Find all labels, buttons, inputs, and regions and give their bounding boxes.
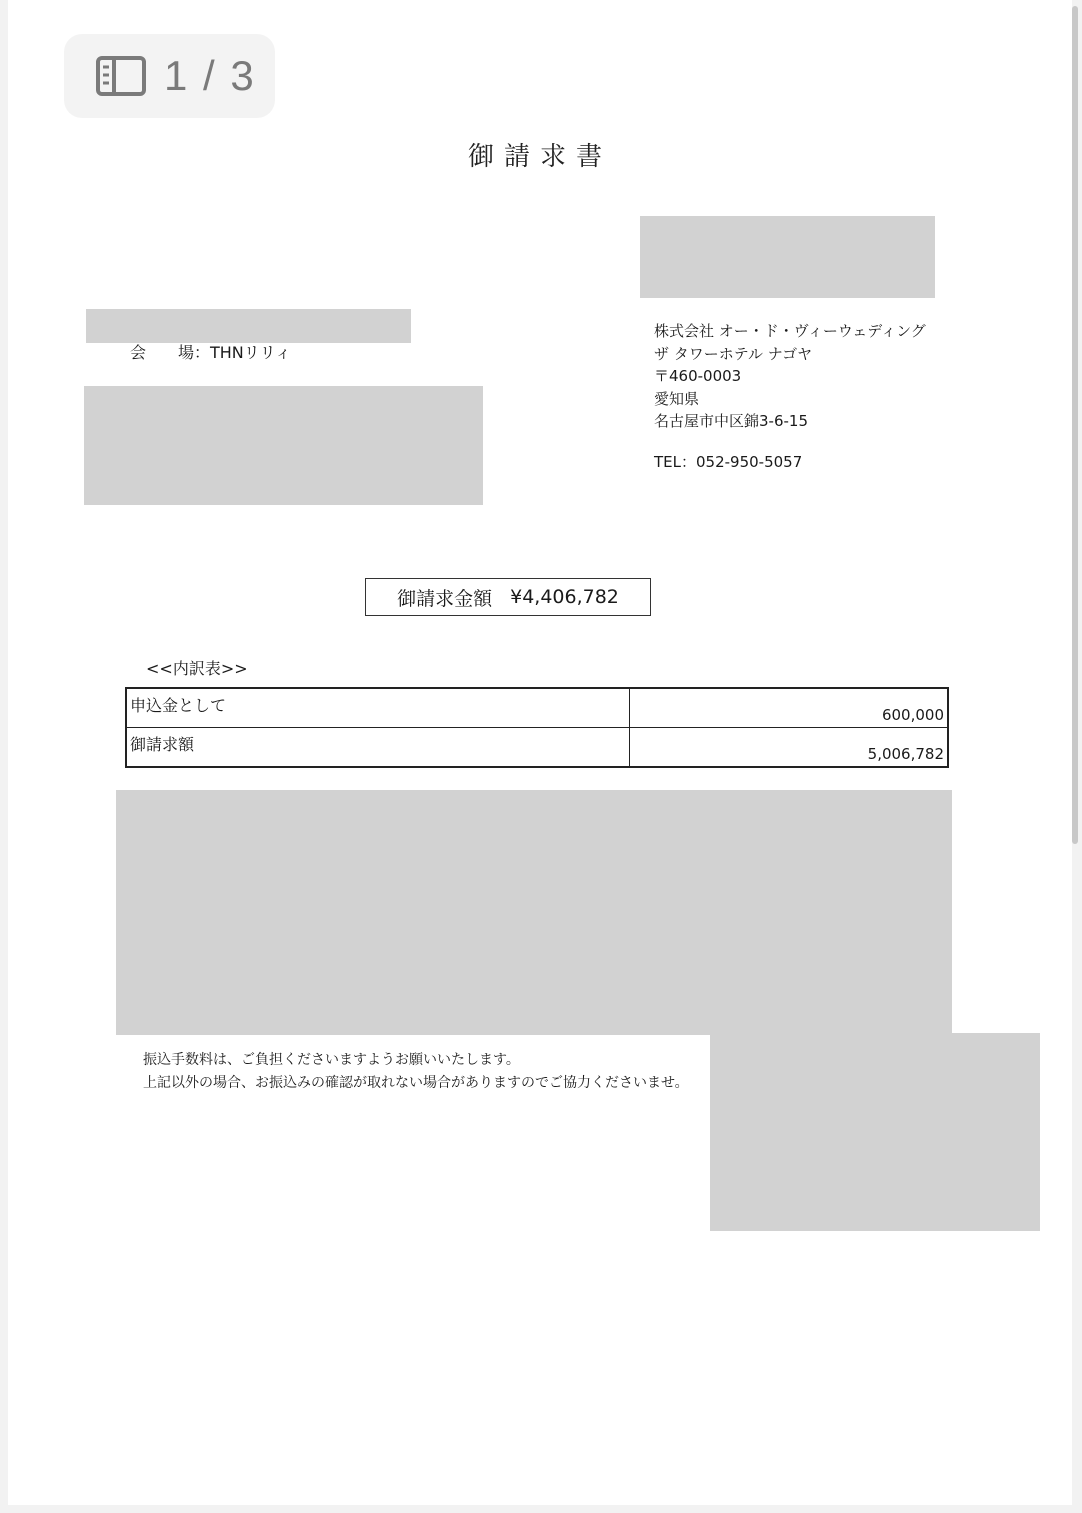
payment-notes (143, 1049, 689, 1095)
total-amount: ¥4,406,782 (510, 586, 619, 608)
breakdown-row-label: 申込金として (126, 688, 630, 728)
breakdown-row-value: 5,006,782 (630, 728, 949, 768)
scrollbar[interactable] (1072, 6, 1078, 844)
redacted-recipient-details (84, 386, 483, 505)
redacted-payment-details (116, 790, 952, 1035)
venue-line: 会 場：THNリリィ (130, 343, 292, 362)
issuer-company: 株式会社 オー・ド・ヴィーウェディング (654, 322, 926, 340)
sidebar-icon[interactable] (96, 56, 146, 96)
breakdown-table (125, 687, 949, 768)
page-indicator[interactable] (64, 34, 275, 118)
issuer-postal: 〒460-0003 (654, 367, 742, 385)
total-amount-box (365, 578, 651, 616)
table-row (126, 688, 948, 728)
breakdown-row-label: 御請求額 (126, 728, 630, 768)
table-row (126, 728, 948, 768)
note-line: 上記以外の場合、お振込みの確認が取れない場合がありますのでご協力くださいませ。 (143, 1075, 689, 1091)
issuer-address-block (654, 320, 926, 473)
redacted-issuer-logo (640, 216, 935, 298)
breakdown-row-value: 600,000 (630, 688, 949, 728)
issuer-prefecture: 愛知県 (654, 389, 700, 408)
issuer-tel: TEL：052-950-5057 (654, 452, 803, 471)
total-label: 御請求金額 (397, 587, 493, 610)
document-title: 御請求書 (467, 142, 612, 172)
redacted-seal-area (710, 1033, 1040, 1231)
issuer-hotel: ザ タワーホテル ナゴヤ (654, 344, 813, 363)
document-page (8, 0, 1072, 1505)
note-line: 振込手数料は、ご負担くださいますようお願いいたします。 (143, 1052, 520, 1068)
page-count: 1 / 3 (164, 52, 256, 99)
breakdown-heading: <<内訳表>> (146, 659, 248, 678)
redacted-recipient-name (86, 309, 411, 343)
issuer-address: 名古屋市中区錦3-6-15 (654, 412, 808, 430)
